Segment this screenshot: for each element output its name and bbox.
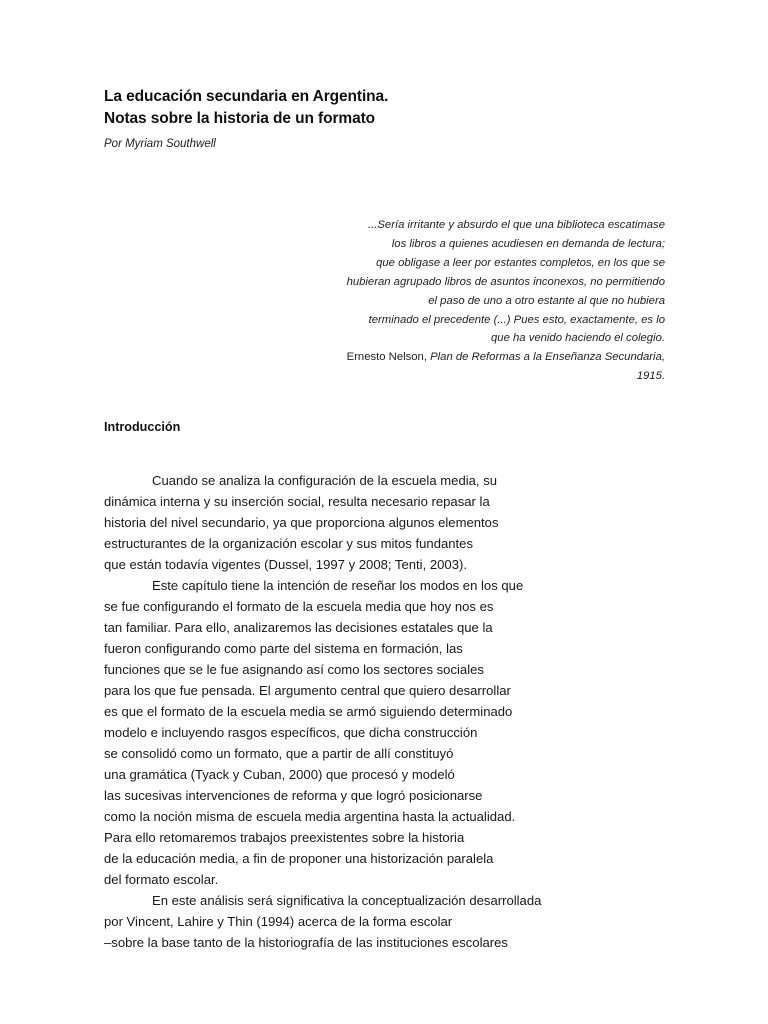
author-byline: Por Myriam Southwell [104,138,216,150]
epigraph-attribution [104,348,665,367]
epigraph-year: 1915. [636,370,665,383]
paragraph-line: –sobre la base tanto de la historiografía de las instituciones escolares [104,935,508,950]
epigraph-block [104,216,665,386]
paragraph-line: una gramática (Tyack y Cuban, 2000) que procesó y modeló [104,767,455,782]
paragraph-line: las sucesivas intervenciones de reforma y que logró posicionarse [104,788,483,803]
paragraph-line: es que el formato de la escuela media se armó siguiendo determinado [104,704,513,719]
paragraph-line: dinámica interna y su inserción social, resulta necesario repasar la [104,494,490,509]
paragraph [104,575,684,890]
paragraph-line: se consolidó como un formato, que a partir de allí constituyó [104,746,454,761]
paragraph-line: funciones que se le fue asignando así como los sectores sociales [104,662,484,677]
paragraph-line: Cuando se analiza la configuración de la escuela media, su [152,473,498,488]
title-block [104,86,665,152]
paragraph-line: del formato escolar. [104,872,219,887]
epigraph-author: Ernesto Nelson, [346,351,431,364]
paragraph-line: como la noción misma de escuela media argentina hasta la actualidad. [104,809,516,824]
epigraph-work-title: Plan de Reformas a la Enseñanza Secundaria, [430,351,665,364]
epigraph-line: terminado el precedente (...) Pues esto, exactamente, es lo [368,313,665,326]
epigraph-line: ...Sería irritante y absurdo el que una biblioteca escatimase [367,219,665,231]
epigraph-line: los libros a quienes acudiesen en demanda de lectura; [391,237,665,250]
epigraph-line: hubieran agrupado libros de asuntos inconexos, no permitiendo [346,275,665,288]
paragraph-line: estructurantes de la organización escolar y sus mitos fundantes [104,536,474,551]
epigraph-line: que ha venido haciendo el colegio. [491,332,665,345]
paragraph-line: fueron configurando como parte del sistema en formación, las [104,641,463,656]
paragraph-line: por Vincent, Lahire y Thin (1994) acerca de la forma escolar [104,914,453,929]
paragraph-line: modelo e incluyendo rasgos específicos, que dicha construcción [104,725,478,740]
section-heading-introduccion: Introducción [104,420,181,434]
body-text [104,470,684,953]
page-title-line-1: La educación secundaria en Argentina. [104,88,389,105]
paragraph-line: de la educación media, a fin de proponer una historización paralela [104,851,494,866]
paragraph-line: historia del nivel secundario, ya que proporciona algunos elementos [104,515,499,530]
paragraph-line: Para ello retomaremos trabajos preexistentes sobre la historia [104,830,465,845]
paragraph-line: para los que fue pensada. El argumento central que quiero desarrollar [104,683,511,698]
paragraph-line: En este análisis será significativa la conceptualización desarrollada [152,893,542,908]
paragraph-line: Este capítulo tiene la intención de reseñar los modos en los que [152,578,524,593]
paragraph-line: tan familiar. Para ello, analizaremos las decisiones estatales que la [104,620,493,635]
epigraph-line: que obligase a leer por estantes completos, en los que se [376,256,665,269]
paragraph [104,890,684,953]
page-title-line-2: Notas sobre la historia de un formato [104,110,376,127]
epigraph-line: el paso de uno a otro estante al que no hubiera [428,294,665,307]
paragraph [104,470,684,575]
paragraph-line: que están todavía vigentes (Dussel, 1997 y 2008; Tenti, 2003). [104,557,467,572]
paragraph-line: se fue configurando el formato de la escuela media que hoy nos es [104,599,494,614]
